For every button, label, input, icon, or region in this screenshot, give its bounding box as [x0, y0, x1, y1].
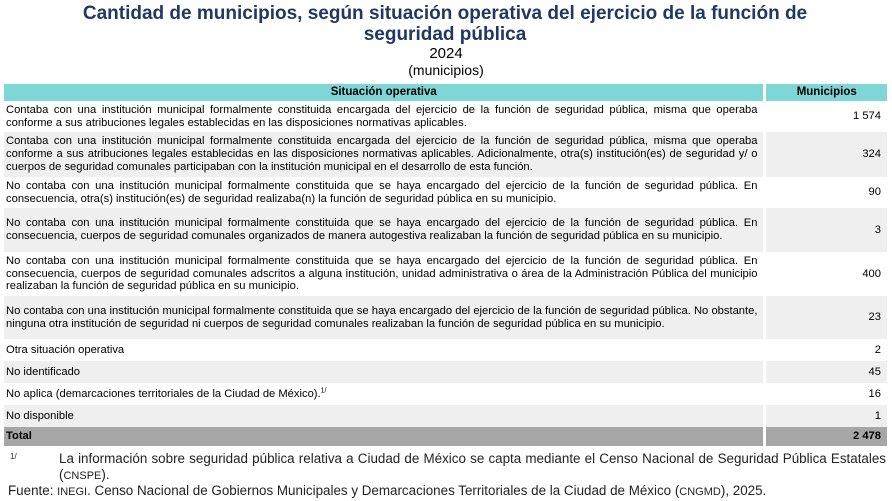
row-label: No contaba con una institución municipal formalmente constituida que se haya encargado del ejercicio de la función de seguridad pública. En consecuencia, cuerpos de seguridad comunales organizados de manera autogestiva realizaban la función de seguridad pública en su municipio.	[4, 208, 763, 252]
table-row	[4, 177, 887, 208]
row-label: Contaba con una institución municipal formalmente constituida encargada del ejercicio de la función de seguridad pública, misma que operaba conforme a sus atribuciones legales establecidas en las disposiciones normativas aplicables. Adicionalmente, otra(s) institución(es) de seguridad y/ o cuerpos de seguridad comunales participaban con la institución municipal en el desarrollo de esta función.	[4, 132, 763, 177]
row-value: 2	[763, 339, 887, 361]
row-value: 23	[763, 296, 887, 339]
report-title: Cantidad de municipios, según situación operativa del ejercicio de la función de seguridad pública	[82, 3, 808, 45]
report-year: 2024	[429, 45, 463, 62]
row-label-text: No aplica (demarcaciones territoriales de la Ciudad de México).	[6, 387, 321, 400]
footnote-text-main: La información sobre seguridad pública relativa a Ciudad de México se capta mediante el Censo Nacional de Seguridad Pública Estatales (	[59, 451, 886, 482]
data-table	[4, 84, 887, 446]
row-label	[4, 383, 763, 405]
row-value: 1 574	[763, 101, 887, 132]
table-row	[4, 339, 887, 361]
source-abbr-inegi: INEGI	[57, 486, 88, 498]
table-row	[4, 383, 887, 405]
footnote-text-end: ).	[101, 466, 110, 482]
footnote-text	[59, 451, 886, 484]
table-row	[4, 405, 887, 427]
table-row	[4, 132, 887, 177]
footnote-abbr: CNSPE	[63, 469, 102, 482]
row-label: Contaba con una institución municipal formalmente constituida encargada del ejercicio de la función de seguridad pública, misma que operaba conforme a sus atribuciones legales establecidas en las disposiciones normativas aplicables.	[6, 103, 758, 129]
table-row	[4, 101, 887, 132]
header-municipios: Municipios	[763, 84, 887, 101]
row-value: 45	[763, 361, 887, 383]
footnote-ref: 1/	[320, 386, 327, 394]
report-unit: (municipios)	[408, 62, 484, 78]
row-value: 400	[763, 252, 887, 296]
table-row	[4, 208, 887, 252]
table-row	[4, 361, 887, 383]
row-label: Otra situación operativa	[6, 343, 125, 356]
row-label: No contaba con una institución municipal formalmente constituida que se haya encargado del ejercicio de la función de seguridad pública. En consecuencia, cuerpos de seguridad comunales adscritos a alguna institución, unidad administrativa o área de la Administración Pública del municipio realizaban la función de seguridad pública en su municipio.	[6, 254, 758, 293]
row-value: 1	[763, 405, 887, 427]
total-label: Total	[4, 427, 763, 446]
row-label: No disponible	[4, 405, 763, 427]
source-abbr-cngmd: CNGMD	[679, 486, 721, 498]
source-line	[8, 483, 888, 501]
table-row	[4, 252, 887, 296]
row-value: 90	[763, 177, 887, 208]
source-label: Fuente:	[8, 483, 58, 498]
row-label: No identificado	[4, 361, 763, 383]
footnote	[8, 451, 886, 484]
source-text: . Censo Nacional de Gobiernos Municipales y Demarcaciones Territoriales de la Ciudad de México (	[87, 483, 680, 498]
header-situacion: Situación operativa	[4, 84, 763, 101]
footnote-mark: 1/	[10, 452, 17, 461]
source-end: ), 2025.	[720, 483, 767, 498]
table-row	[4, 296, 887, 339]
row-value: 324	[763, 132, 887, 177]
total-row	[4, 427, 887, 446]
row-label: No contaba con una institución municipal formalmente constituida que se haya encargado del ejercicio de la función de seguridad pública. No obstante, ninguna otra institución de seguridad ni cuerpos de seguridad comunales realizaban la función de seguridad pública en su municipio.	[4, 296, 763, 339]
table-header-row	[4, 84, 887, 101]
row-value: 16	[763, 383, 887, 405]
row-value: 3	[763, 208, 887, 252]
total-value: 2 478	[763, 427, 887, 446]
row-label: No contaba con una institución municipal formalmente constituida que se haya encargado del ejercicio de la función de seguridad pública. En consecuencia, otra(s) institución(es) de seguridad realizaba(n) la función de seguridad pública en su municipio.	[6, 179, 758, 205]
